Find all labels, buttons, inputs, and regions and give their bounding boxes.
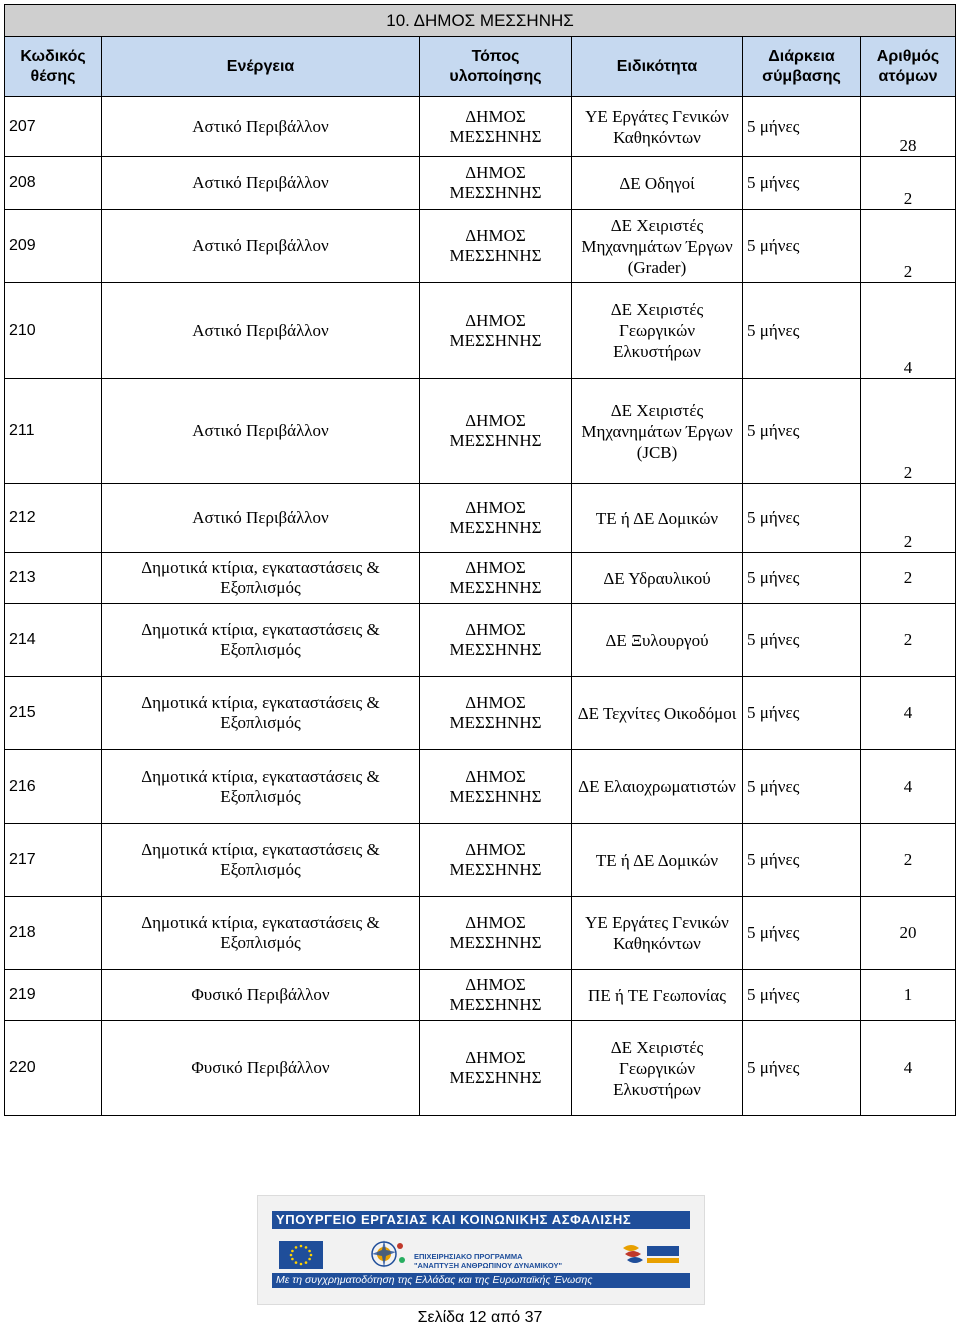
cell-count: 28 <box>861 97 956 157</box>
cell-duration: 5 μήνες <box>743 750 861 824</box>
table-row <box>5 210 956 283</box>
cell-code: 214 <box>5 604 102 677</box>
cell-specialty: ΔΕ Χειριστές Μηχανημάτων Έργων (JCB) <box>572 379 743 484</box>
cell-code: 216 <box>5 750 102 824</box>
table-row <box>5 1021 956 1116</box>
cell-count: 4 <box>861 1021 956 1116</box>
cell-action: Δημοτικά κτίρια, εγκαταστάσεις & Εξοπλισμός <box>102 750 420 824</box>
cell-duration: 5 μήνες <box>743 824 861 897</box>
cell-duration: 5 μήνες <box>743 97 861 157</box>
cell-specialty: ΤΕ ή ΔΕ Δομικών <box>572 484 743 553</box>
table-row <box>5 604 956 677</box>
section-title: 10. ΔΗΜΟΣ ΜΕΣΣΗΝΗΣ <box>5 5 956 37</box>
cell-place: ΔΗΜΟΣ ΜΕΣΣΗΝΗΣ <box>420 604 572 677</box>
cell-specialty: ΠΕ ή ΤΕ Γεωπονίας <box>572 970 743 1021</box>
eu-flag-icon <box>279 1241 323 1269</box>
cell-action: Δημοτικά κτίρια, εγκαταστάσεις & Εξοπλισμός <box>102 824 420 897</box>
header-duration: Διάρκεια σύμβασης <box>743 37 861 97</box>
table-row <box>5 897 956 970</box>
ministry-title: ΥΠΟΥΡΓΕΙΟ ΕΡΓΑΣΙΑΣ ΚΑΙ ΚΟΙΝΩΝΙΚΗΣ ΑΣΦΑΛΙΣΗΣ <box>272 1211 690 1229</box>
cell-place: ΔΗΜΟΣ ΜΕΣΣΗΝΗΣ <box>420 157 572 210</box>
cell-place: ΔΗΜΟΣ ΜΕΣΣΗΝΗΣ <box>420 97 572 157</box>
positions-table <box>4 4 956 1116</box>
cell-count: 2 <box>861 484 956 553</box>
cell-duration: 5 μήνες <box>743 484 861 553</box>
cell-action: Δημοτικά κτίρια, εγκαταστάσεις & Εξοπλισμός <box>102 604 420 677</box>
cell-place: ΔΗΜΟΣ ΜΕΣΣΗΝΗΣ <box>420 970 572 1021</box>
cell-action: Αστικό Περιβάλλον <box>102 210 420 283</box>
cell-count: 1 <box>861 970 956 1021</box>
cell-place: ΔΗΜΟΣ ΜΕΣΣΗΝΗΣ <box>420 379 572 484</box>
table-row <box>5 97 956 157</box>
cell-specialty: ΥΕ Εργάτες Γενικών Καθηκόντων <box>572 97 743 157</box>
espa-logo-icon <box>621 1240 681 1268</box>
cell-action: Αστικό Περιβάλλον <box>102 97 420 157</box>
cell-action: Αστικό Περιβάλλον <box>102 157 420 210</box>
cell-count: 2 <box>861 604 956 677</box>
cell-action: Δημοτικά κτίρια, εγκαταστάσεις & Εξοπλισμός <box>102 897 420 970</box>
cell-place: ΔΗΜΟΣ ΜΕΣΣΗΝΗΣ <box>420 750 572 824</box>
cell-action: Φυσικό Περιβάλλον <box>102 970 420 1021</box>
header-place: Τόπος υλοποίησης <box>420 37 572 97</box>
cell-duration: 5 μήνες <box>743 379 861 484</box>
cell-specialty: ΔΕ Οδηγοί <box>572 157 743 210</box>
table-row <box>5 379 956 484</box>
table-row <box>5 157 956 210</box>
header-count: Αριθμός ατόμων <box>861 37 956 97</box>
cell-code: 213 <box>5 553 102 604</box>
cell-duration: 5 μήνες <box>743 157 861 210</box>
cell-place: ΔΗΜΟΣ ΜΕΣΣΗΝΗΣ <box>420 484 572 553</box>
cell-place: ΔΗΜΟΣ ΜΕΣΣΗΝΗΣ <box>420 677 572 750</box>
cell-duration: 5 μήνες <box>743 553 861 604</box>
cell-code: 208 <box>5 157 102 210</box>
cell-specialty: ΔΕ Υδραυλικού <box>572 553 743 604</box>
cell-action: Αστικό Περιβάλλον <box>102 283 420 379</box>
table-row <box>5 824 956 897</box>
programme-line-2: "ΑΝΑΠΤΥΞΗ ΑΝΘΡΩΠΙΝΟΥ ΔΥΝΑΜΙΚΟΥ" <box>414 1261 563 1270</box>
cell-code: 207 <box>5 97 102 157</box>
cell-place: ΔΗΜΟΣ ΜΕΣΣΗΝΗΣ <box>420 553 572 604</box>
page-number: Σελίδα 12 από 37 <box>417 1309 543 1326</box>
cell-specialty: ΔΕ Ελαιοχρωματιστών <box>572 750 743 824</box>
cell-specialty: ΥΕ Εργάτες Γενικών Καθηκόντων <box>572 897 743 970</box>
cell-code: 212 <box>5 484 102 553</box>
cell-specialty: ΔΕ Ξυλουργού <box>572 604 743 677</box>
cell-action: Αστικό Περιβάλλον <box>102 379 420 484</box>
cell-duration: 5 μήνες <box>743 283 861 379</box>
header-code: Κωδικός θέσης <box>5 37 102 97</box>
cell-duration: 5 μήνες <box>743 1021 861 1116</box>
cell-specialty: ΔΕ Τεχνίτες Οικοδόμοι <box>572 677 743 750</box>
cell-place: ΔΗΜΟΣ ΜΕΣΣΗΝΗΣ <box>420 824 572 897</box>
cell-duration: 5 μήνες <box>743 210 861 283</box>
table-row <box>5 750 956 824</box>
programme-line-1: ΕΠΙΧΕΙΡΗΣΙΑΚΟ ΠΡΟΓΡΑΜΜΑ <box>414 1252 523 1261</box>
cell-action: Φυσικό Περιβάλλον <box>102 1021 420 1116</box>
cell-code: 217 <box>5 824 102 897</box>
cofunding-statement: Με τη συγχρηματοδότηση της Ελλάδας και της Ευρωπαϊκής Ένωσης <box>272 1273 690 1288</box>
cell-code: 210 <box>5 283 102 379</box>
cell-count: 2 <box>861 210 956 283</box>
table-row <box>5 484 956 553</box>
header-specialty: Ειδικότητα <box>572 37 743 97</box>
cofunding-logo-banner <box>257 1195 705 1305</box>
cell-code: 220 <box>5 1021 102 1116</box>
cell-count: 4 <box>861 283 956 379</box>
header-action: Ενέργεια <box>102 37 420 97</box>
table-row <box>5 677 956 750</box>
table-row <box>5 970 956 1021</box>
cell-code: 218 <box>5 897 102 970</box>
cell-count: 2 <box>861 157 956 210</box>
cell-action: Αστικό Περιβάλλον <box>102 484 420 553</box>
cell-count: 2 <box>861 379 956 484</box>
cell-code: 215 <box>5 677 102 750</box>
cell-count: 4 <box>861 750 956 824</box>
cell-count: 20 <box>861 897 956 970</box>
cell-code: 211 <box>5 379 102 484</box>
cell-count: 4 <box>861 677 956 750</box>
cell-specialty: ΔΕ Χειριστές Γεωργικών Ελκυστήρων <box>572 1021 743 1116</box>
cell-action: Δημοτικά κτίρια, εγκαταστάσεις & Εξοπλισμός <box>102 553 420 604</box>
cell-specialty: ΤΕ ή ΔΕ Δομικών <box>572 824 743 897</box>
cell-place: ΔΗΜΟΣ ΜΕΣΣΗΝΗΣ <box>420 1021 572 1116</box>
cell-duration: 5 μήνες <box>743 604 861 677</box>
cell-duration: 5 μήνες <box>743 897 861 970</box>
cell-place: ΔΗΜΟΣ ΜΕΣΣΗΝΗΣ <box>420 210 572 283</box>
table-row <box>5 283 956 379</box>
cell-duration: 5 μήνες <box>743 970 861 1021</box>
cell-count: 2 <box>861 824 956 897</box>
cell-specialty: ΔΕ Χειριστές Γεωργικών Ελκυστήρων <box>572 283 743 379</box>
cell-specialty: ΔΕ Χειριστές Μηχανημάτων Έργων (Grader) <box>572 210 743 283</box>
table-row <box>5 553 956 604</box>
programme-emblem-icon <box>368 1238 408 1270</box>
cell-code: 219 <box>5 970 102 1021</box>
header-row <box>5 37 956 97</box>
cell-duration: 5 μήνες <box>743 677 861 750</box>
cell-count: 2 <box>861 553 956 604</box>
cell-place: ΔΗΜΟΣ ΜΕΣΣΗΝΗΣ <box>420 283 572 379</box>
cell-place: ΔΗΜΟΣ ΜΕΣΣΗΝΗΣ <box>420 897 572 970</box>
cell-code: 209 <box>5 210 102 283</box>
cell-action: Δημοτικά κτίρια, εγκαταστάσεις & Εξοπλισμός <box>102 677 420 750</box>
programme-title <box>414 1252 564 1270</box>
document-sheet <box>4 4 955 1116</box>
